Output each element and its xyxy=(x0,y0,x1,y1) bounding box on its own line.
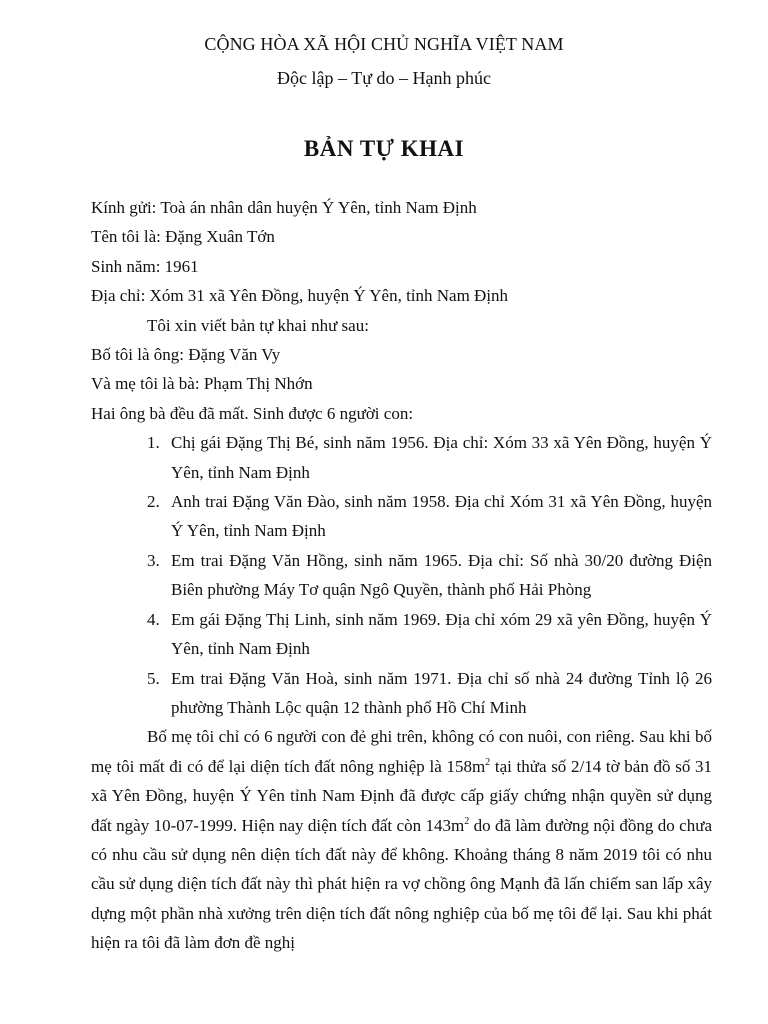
list-item xyxy=(91,546,712,605)
document-body xyxy=(91,193,712,958)
list-item-number: 5. xyxy=(147,668,160,688)
superscript-2: 2 xyxy=(485,756,491,768)
list-item xyxy=(91,605,712,664)
children-count-line: Hai ông bà đều đã mất. Sinh được 6 người con: xyxy=(91,403,414,423)
list-item-text: Chị gái Đặng Thị Bé, sinh năm 1956. Địa chỉ: Xóm 33 xã Yên Đồng, huyện Ý Yên, tỉnh Nam Định xyxy=(171,433,712,482)
list-item-number: 4. xyxy=(147,609,160,629)
list-item xyxy=(91,428,712,487)
narrative-text-2: tại thửa số 2/14 tờ bản đồ số 31 xã Yên Đồng, huyện Ý Yên tỉnh Nam Định đã được cấp giấy chứng nhận quyền sử dụng đất ngày 10-07-1999. Hiện nay diện tích đất còn 143m xyxy=(91,756,712,835)
narrative-text-1: Bố mẹ tôi chỉ có 6 người con đẻ ghi trên, không có con nuôi, con riêng. Sau khi bố mẹ tôi mất đi có để lại diện tích đất nông nghiệp là 158m xyxy=(91,727,712,776)
list-item xyxy=(91,664,712,723)
address-line: Địa chỉ: Xóm 31 xã Yên Đồng, huyện Ý Yên, tỉnh Nam Định xyxy=(91,286,509,306)
mother-line: Và mẹ tôi là bà: Phạm Thị Nhớn xyxy=(91,374,313,394)
list-item-text: Em gái Đặng Thị Linh, sinh năm 1969. Địa chỉ xóm 29 xã yên Đồng, huyện Ý Yên, tỉnh Nam Định xyxy=(171,609,712,659)
list-item-number: 3. xyxy=(147,550,160,570)
declaration-intro: Tôi xin viết bản tự khai như sau: xyxy=(147,315,369,335)
name-line: Tên tôi là: Đặng Xuân Tớn xyxy=(91,227,275,247)
narrative-paragraph xyxy=(91,722,712,957)
father-line: Bố tôi là ông: Đặng Văn Vy xyxy=(91,345,281,365)
superscript-2: 2 xyxy=(464,815,470,827)
list-item-text: Em trai Đặng Văn Hồng, sinh năm 1965. Địa chỉ: Số nhà 30/20 đường Điện Biên phường Máy Tơ quận Ngô Quyền, thành phố Hải Phòng xyxy=(171,550,712,600)
national-header: CỘNG HÒA XÃ HỘI CHỦ NGHĨA VIỆT NAM xyxy=(204,34,564,54)
children-list xyxy=(91,428,712,722)
document-title: BẢN TỰ KHAI xyxy=(303,136,465,161)
list-item-text: Anh trai Đặng Văn Đào, sinh năm 1958. Địa chỉ Xóm 31 xã Yên Đồng, huyện Ý Yên, tỉnh Nam Định xyxy=(171,492,712,541)
recipient-line: Kính gửi: Toà án nhân dân huyện Ý Yên, tỉnh Nam Định xyxy=(91,198,477,217)
list-item-number: 2. xyxy=(147,492,160,512)
list-item xyxy=(91,487,712,546)
birth-year-line: Sinh năm: 1961 xyxy=(91,256,199,276)
list-item-number: 1. xyxy=(147,433,160,453)
narrative-text-3: do đã làm đường nội đồng do chưa có nhu cầu sử dụng nên diện tích đất này để không. Khoảng tháng 8 năm 2019 tôi có nhu cầu sử dụng diện tích đất này thì phát hiện ra vợ chồng ông Mạnh đã lấn chiếm san lấp xây dựng một phần nhà xưởng trên diện tích đất nông nghiệp của bố mẹ tôi để lại. Sau khi phát hiện ra tôi đã làm đơn đề nghị xyxy=(91,815,712,953)
list-item-text: Em trai Đặng Văn Hoà, sinh năm 1971. Địa chỉ số nhà 24 đường Tỉnh lộ 26 phường Thành Lộc quận 12 thành phố Hồ Chí Minh xyxy=(171,668,712,717)
national-motto: Độc lập – Tự do – Hạnh phúc xyxy=(277,68,491,88)
